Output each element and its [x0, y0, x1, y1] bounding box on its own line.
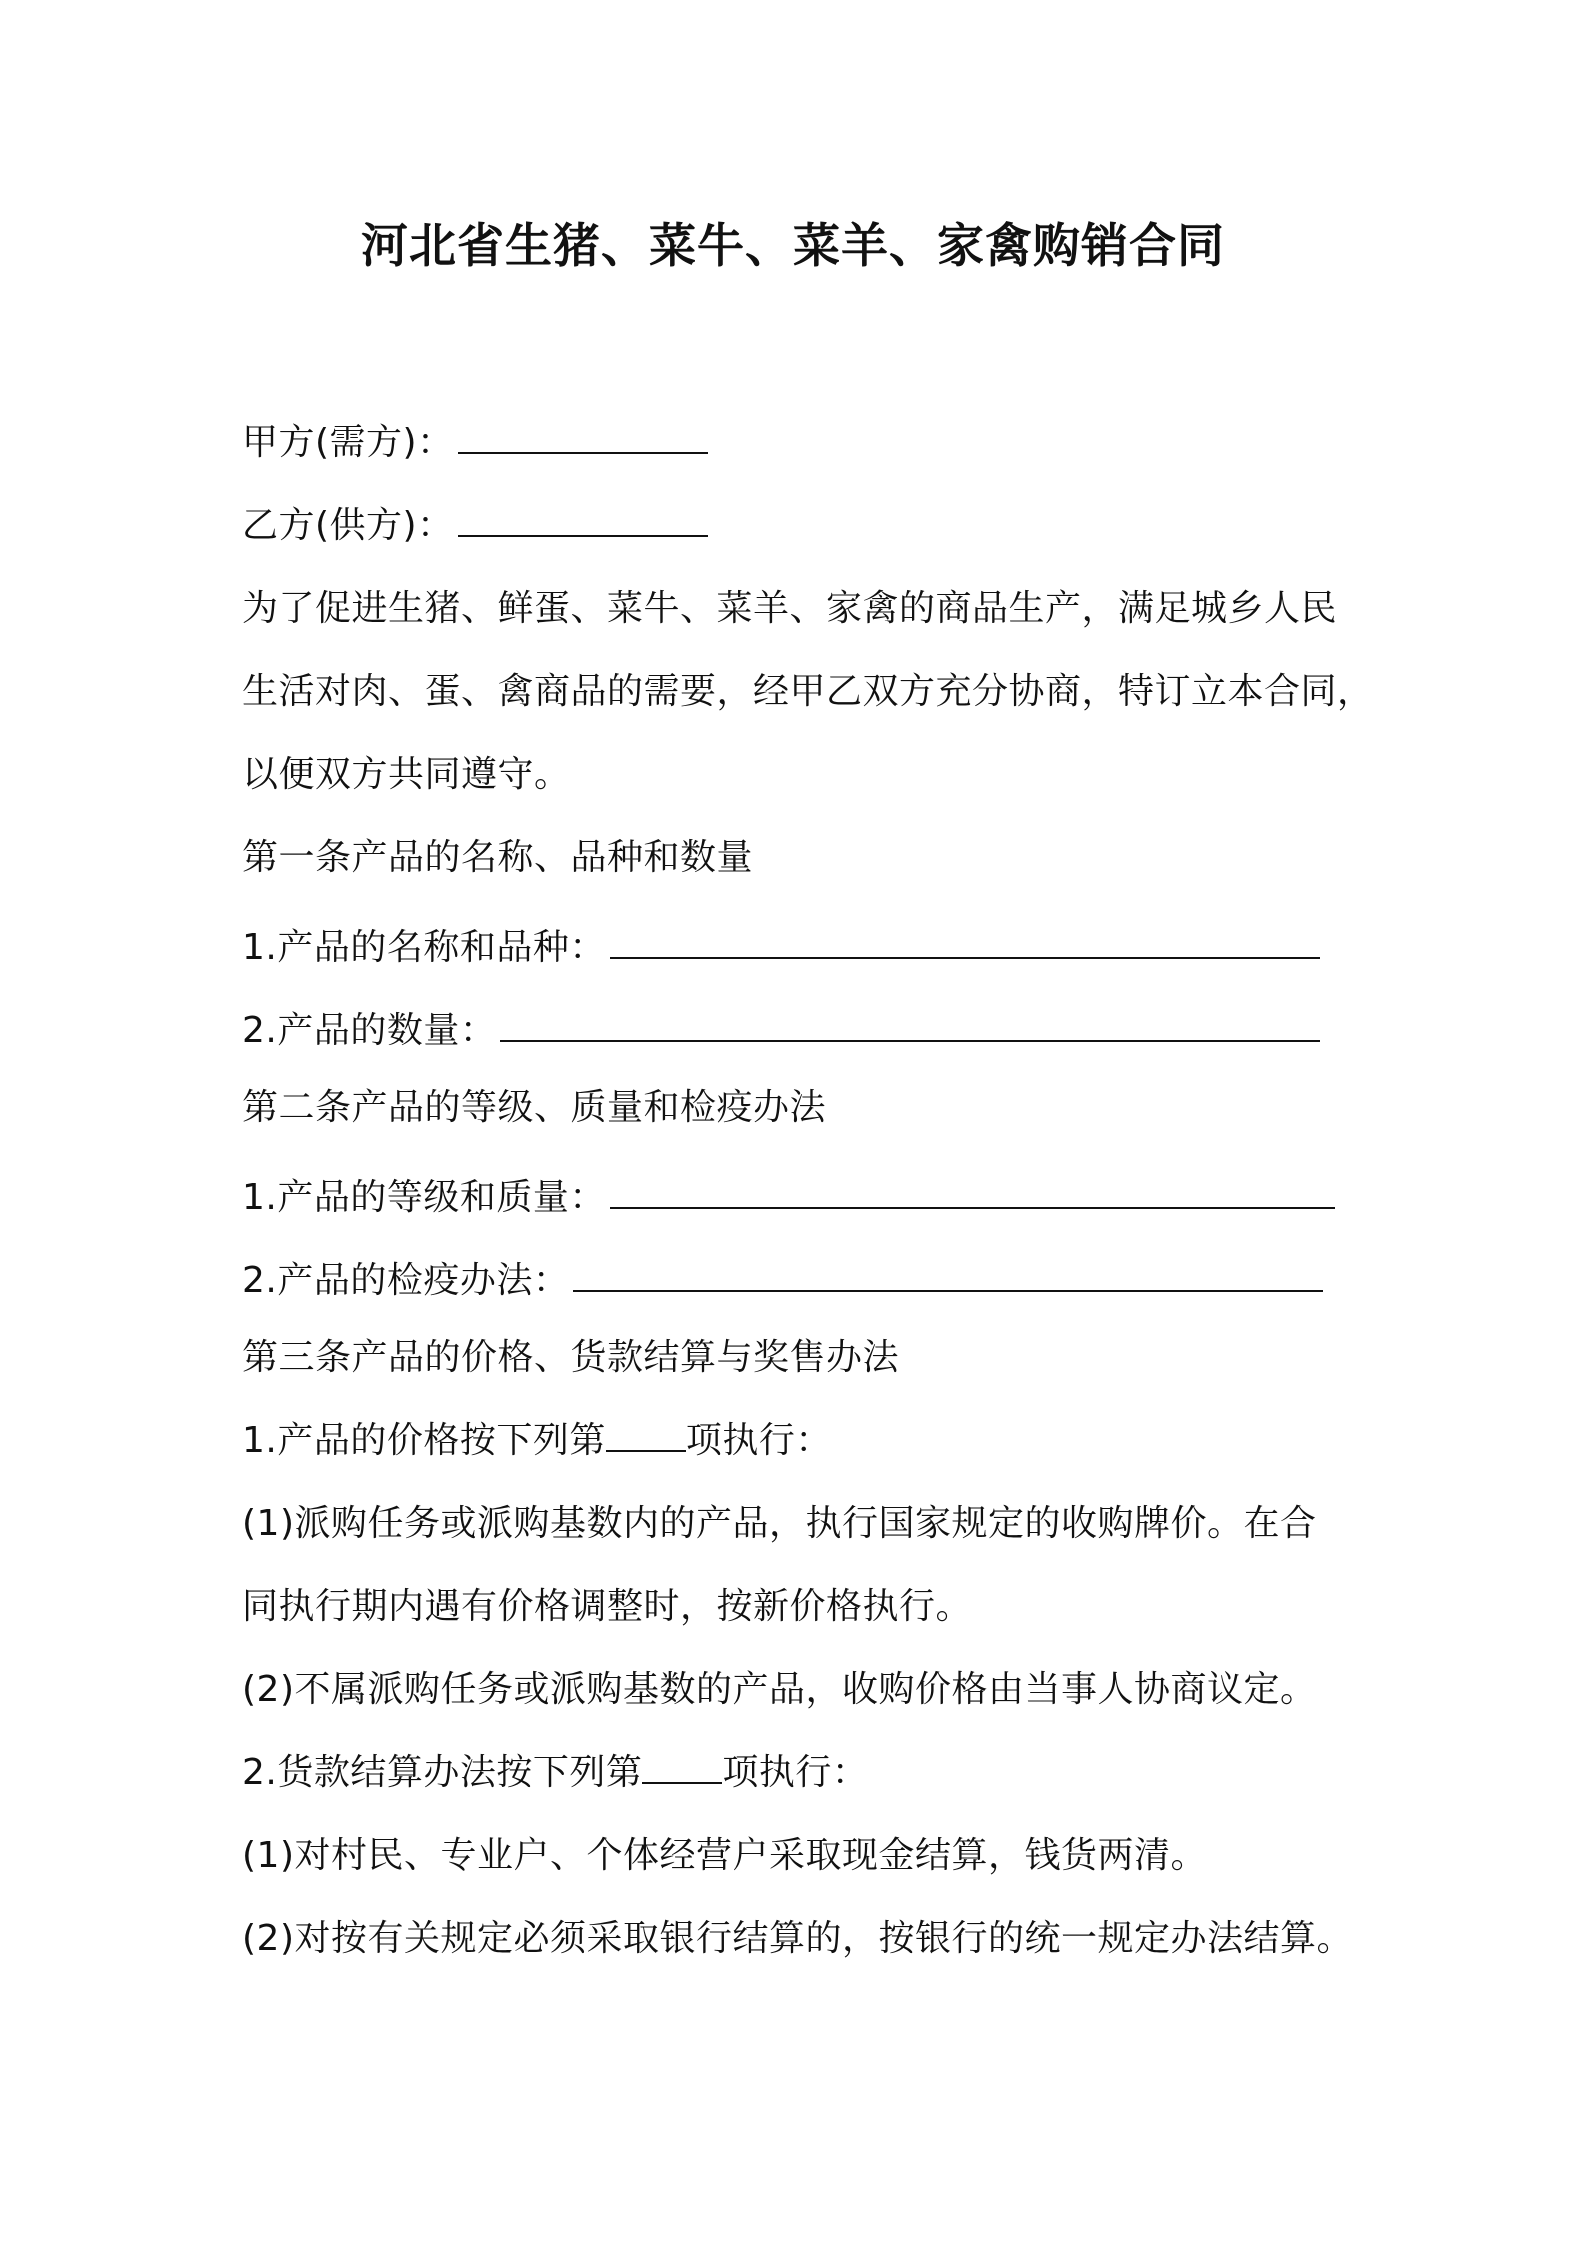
article2-item2-label: 2.产品的检疫办法： — [242, 1260, 570, 1301]
party-a-blank — [458, 418, 708, 454]
price-option1-line1: (1)派购任务或派购基数内的产品，执行国家规定的收购牌价。在合 — [242, 1503, 1317, 1544]
payment-option2: (2)对按有关规定必须采取银行结算的，按银行的统一规定办法结算。 — [242, 1918, 1353, 1959]
price-option1-line2: 同执行期内遇有价格调整时，按新价格执行。 — [242, 1586, 973, 1627]
party-a-label: 甲方(需方)： — [242, 422, 454, 463]
article1-item1-label: 1.产品的名称和品种： — [242, 927, 606, 968]
contract-title: 河北省生猪、菜牛、菜羊、家禽购销合同 — [361, 219, 1225, 274]
article1-item2-label: 2.产品的数量： — [242, 1010, 497, 1051]
party-b-label: 乙方(供方)： — [242, 505, 454, 546]
article1-heading: 第一条产品的名称、品种和数量 — [242, 837, 754, 878]
price-prefix: 1.产品的价格按下列第 — [242, 1420, 606, 1461]
intro-line-2: 生活对肉、蛋、禽商品的需要，经甲乙双方充分协商，特订立本合同， — [242, 671, 1374, 712]
article3-payment-line — [242, 1748, 868, 1798]
payment-prefix: 2.货款结算办法按下列第 — [242, 1752, 643, 1793]
article1-item2-blank — [500, 1006, 1320, 1042]
article2-item2-blank — [573, 1256, 1323, 1292]
party-b-line — [242, 501, 708, 551]
article2-item1 — [242, 1173, 1335, 1223]
intro-line-3: 以便双方共同遵守。 — [242, 754, 571, 795]
price-option-blank — [606, 1416, 686, 1452]
intro-line-1: 为了促进生猪、鲜蛋、菜牛、菜羊、家禽的商品生产，满足城乡人民 — [242, 588, 1338, 629]
article2-item1-blank — [610, 1173, 1335, 1209]
party-a-line — [242, 418, 708, 468]
article3-price-line — [242, 1416, 832, 1466]
article3-heading: 第三条产品的价格、货款结算与奖售办法 — [242, 1337, 900, 1378]
price-suffix: 项执行： — [685, 1420, 832, 1461]
article2-heading: 第二条产品的等级、质量和检疫办法 — [242, 1087, 827, 1128]
article2-item2 — [242, 1256, 1323, 1306]
payment-option-blank — [642, 1748, 722, 1784]
payment-suffix: 项执行： — [722, 1752, 869, 1793]
article1-item2 — [242, 1006, 1320, 1056]
price-option2: (2)不属派购任务或派购基数的产品，收购价格由当事人协商议定。 — [242, 1669, 1317, 1710]
payment-option1: (1)对村民、专业户、个体经营户采取现金结算，钱货两清。 — [242, 1835, 1207, 1876]
article1-item1-blank — [610, 923, 1320, 959]
article2-item1-label: 1.产品的等级和质量： — [242, 1177, 606, 1218]
article1-item1 — [242, 923, 1320, 973]
party-b-blank — [458, 501, 708, 537]
